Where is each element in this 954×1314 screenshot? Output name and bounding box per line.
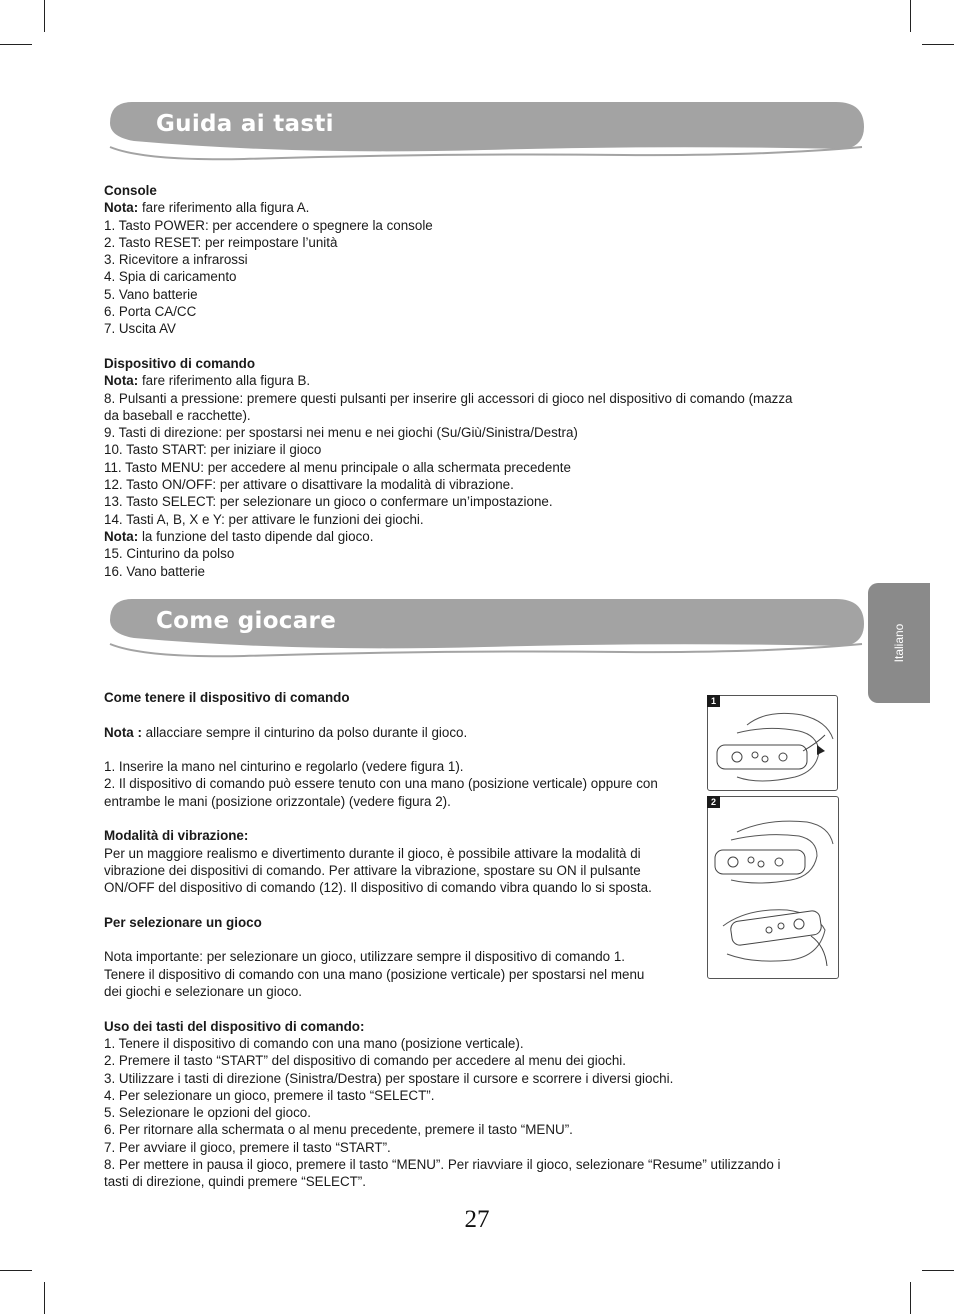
list-item: 9. Tasti di direzione: per spostarsi nei menu e nei giochi (Su/Giù/Sinistra/Destra) [104,425,578,441]
list-item: 3. Ricevitore a infrarossi [104,252,248,268]
select-heading: Per selezionare un gioco [104,914,262,930]
crop-mark [0,1270,32,1271]
list-item: 13. Tasto SELECT: per selezionare un gioco o confermare un’impostazione. [104,494,553,510]
list-item: 1. Inserire la mano nel cinturino e regolarlo (vedere figura 1). [104,759,464,775]
list-item: 12. Tasto ON/OFF: per attivare o disattivare la modalità di vibrazione. [104,477,514,493]
paragraph-line: Nota importante: per selezionare un gioco, utilizzare sempre il dispositivo di comando 1. [104,949,626,965]
crop-mark [922,1270,954,1271]
list-item: 4. Spia di caricamento [104,269,237,285]
list-item: 5. Vano batterie [104,286,198,302]
list-item: 2. Il dispositivo di comando può essere tenuto con una mano (posizione verticale) oppure con [104,776,658,792]
list-item: da baseball e racchette). [104,407,251,423]
list-item: entrambe le mani (posizione orizzontale) (vedere figura 2). [104,793,451,809]
paragraph-line: vibrazione dei dispositivi di comando. Per attivare la vibrazione, spostare su ON il pulsante [104,862,641,878]
figure-number: 2 [707,796,720,808]
console-heading: Console [104,183,157,198]
list-item: 6. Per ritornare alla schermata o al menu precedente, premere il tasto “MENU”. [104,1122,573,1138]
hand-controller-illustration [707,695,838,791]
controller-heading: Dispositivo di comando [104,355,256,371]
figure-1 [707,695,838,791]
section-banner-come-giocare [104,598,866,660]
list-item: 1. Tenere il dispositivo di comando con una mano (posizione verticale). [104,1035,524,1051]
usage-heading: Uso dei tasti del dispositivo di comando: [104,1018,365,1034]
list-item: 14. Tasti A, B, X e Y: per attivare le funzioni dei giochi. [104,511,424,527]
list-item: 11. Tasto MENU: per accedere al menu principale o alla schermata precedente [104,459,571,475]
list-item: 6. Porta CA/CC [104,304,197,320]
list-item: 1. Tasto POWER: per accendere o spegnere la console [104,217,433,233]
crop-mark [44,0,45,32]
paragraph-line: Tenere il dispositivo di comando con una mano (posizione verticale) per spostarsi nel menu [104,966,645,982]
list-item: 2. Premere il tasto “START” del dispositivo di comando per accedere al menu dei giochi. [104,1053,626,1069]
figure-2 [707,796,839,979]
section-banner-guida [104,101,866,163]
controller-note: Nota: fare riferimento alla figura B. [104,373,311,389]
how-to-play-text [104,689,781,1191]
list-item: 7. Per avviare il gioco, premere il tasto “START”. [104,1139,391,1155]
list-item: 8. Pulsanti a pressione: premere questi pulsanti per inserire gli accessori di gioco nel dispositivo di comando (mazza [104,390,793,406]
list-item: 7. Uscita AV [104,321,176,337]
hold-heading: Come tenere il dispositivo di comando [104,690,350,705]
list-item: 15. Cinturino da polso [104,546,235,562]
language-label: Italiano [892,623,906,663]
two-hands-controller-illustration [707,796,839,979]
crop-mark [44,1282,45,1314]
list-item: 16. Vano batterie [104,563,205,579]
list-item: 3. Utilizzare i tasti di direzione (Sinistra/Destra) per spostare il cursore e scorrere i diversi giochi. [104,1070,674,1086]
vibration-heading: Modalità di vibrazione: [104,828,249,844]
list-item: 5. Selezionare le opzioni del gioco. [104,1105,311,1121]
crop-mark [0,44,32,45]
function-note: Nota: la funzione del tasto dipende dal gioco. [104,528,374,544]
language-tab [868,583,930,703]
list-item: 2. Tasto RESET: per reimpostare l’unità [104,234,338,250]
button-guide-text [104,182,792,580]
section-title: Guida ai tasti [156,111,334,137]
crop-mark [922,44,954,45]
paragraph-line: dei giochi e selezionare un gioco. [104,984,303,1000]
list-item: tasti di direzione, quindi premere “SELECT”. [104,1174,366,1190]
list-item: 8. Per mettere in pausa il gioco, premere il tasto “MENU”. Per riavviare il gioco, selezionare “Resume” utilizzando i [104,1157,781,1173]
crop-mark [910,1282,911,1314]
crop-mark [910,0,911,32]
section-title: Come giocare [156,608,337,634]
list-item: 4. Per selezionare un gioco, premere il tasto “SELECT”. [104,1087,435,1103]
page-number: 27 [464,1206,490,1233]
list-item: 10. Tasto START: per iniziare il gioco [104,442,322,458]
console-note: Nota: fare riferimento alla figura A. [104,200,310,216]
figure-number: 1 [707,695,720,707]
paragraph-line: ON/OFF del dispositivo di comando (12). Il dispositivo di comando vibra quando lo si sposta. [104,880,652,896]
hold-note: Nota : allacciare sempre il cinturino da polso durante il gioco. [104,724,468,740]
paragraph-line: Per un maggiore realismo e divertimento durante il gioco, è possibile attivare la modalità di [104,845,641,861]
